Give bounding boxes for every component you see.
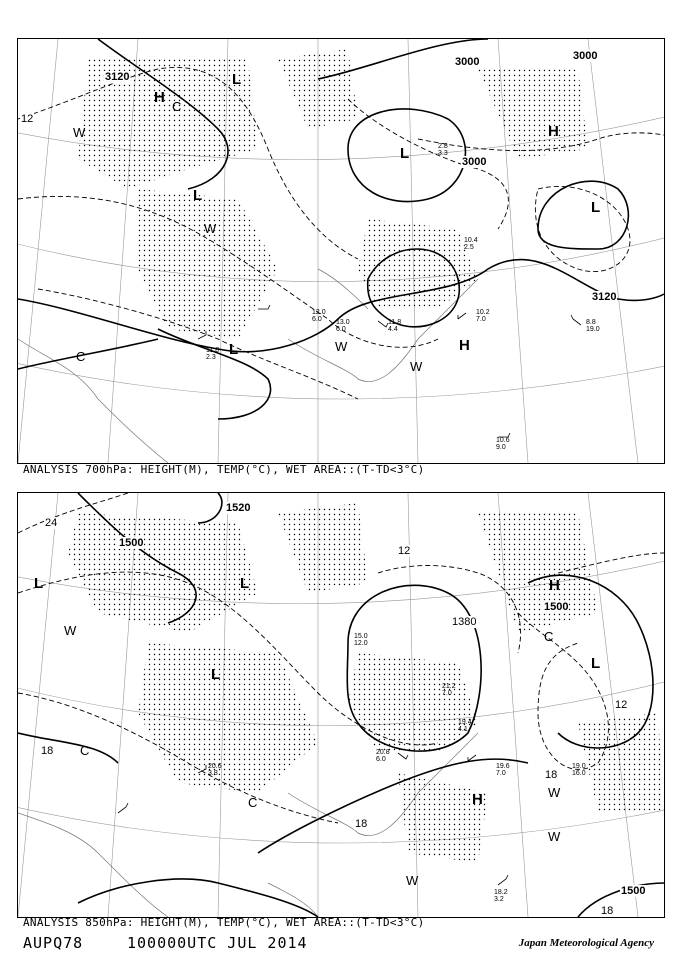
contour-label-1520: 1520 [226, 502, 251, 514]
chart-code: AUPQ78 [23, 934, 84, 952]
high-center: H [548, 123, 559, 140]
station-plot: 11.8 4.4 [388, 319, 402, 333]
chart-700hpa-caption: ANALYSIS 700hPa: HEIGHT(M), TEMP(°C), WET AREA::(T-TD<3°C) [23, 463, 425, 476]
contour-label-3120: 3120 [105, 71, 130, 83]
contour-label-3120: 3120 [592, 291, 617, 303]
warm-center: W [410, 359, 423, 374]
station-plot: 2.8 3.3 [438, 143, 448, 157]
station-plot: 15.0 12.0 [354, 633, 368, 647]
wet-areas [68, 503, 664, 863]
low-center: L [34, 575, 44, 592]
cold-center: C [248, 795, 258, 810]
high-center: H [154, 89, 165, 106]
high-center: H [549, 577, 560, 594]
contour-label-1500: 1500 [119, 537, 144, 549]
cold-center: C [80, 743, 90, 758]
isotherm-label-18: 18 [355, 818, 368, 830]
isotherm-label-18: 18 [41, 745, 54, 757]
cold-center: C [172, 99, 182, 114]
station-plot: 12.0 6.0 [312, 309, 326, 323]
high-center: H [459, 337, 470, 354]
station-plot: 19.0 16.0 [572, 763, 586, 777]
low-center: L [591, 199, 601, 216]
cold-center: C [544, 629, 554, 644]
station-plot: 20.8 6.0 [376, 749, 390, 763]
station-plot: 13.0 6.0 [336, 319, 350, 333]
isotherm-label-12: 12 [615, 699, 628, 711]
station-plot: 21.2 7.0 [442, 683, 456, 697]
contour-label-3000: 3000 [455, 56, 480, 68]
isotherm-label-18: 18 [601, 905, 614, 917]
warm-center: W [335, 339, 348, 354]
low-center: L [400, 145, 410, 162]
chart-700hpa-drawing [18, 39, 664, 463]
station-plot: 19.4 4.1 [458, 719, 472, 733]
low-center: L [591, 655, 601, 672]
isotherm-label-24: 24 [45, 517, 58, 529]
chart-700hpa [17, 38, 665, 464]
cold-center: C [76, 349, 86, 364]
warm-center: W [64, 623, 77, 638]
warm-center: W [73, 125, 86, 140]
contour-label-1500: 1500 [544, 601, 569, 613]
station-plot: 10.2 7.0 [476, 309, 490, 323]
station-plot: 10.6 9.0 [496, 437, 510, 451]
contour-label-1380: 1380 [452, 616, 477, 628]
station-plot: 10.4 2.5 [464, 237, 478, 251]
station-plot: 20.6 3.8 [208, 763, 222, 777]
isotherm-label-18: 18 [545, 769, 558, 781]
warm-center: W [548, 829, 561, 844]
chart-850hpa-caption: ANALYSIS 850hPa: HEIGHT(M), TEMP(°C), WET AREA::(T-TD<3°C) [23, 916, 425, 929]
station-plot: 11.8 2.3 [206, 347, 220, 361]
isotherm-label-12: 12 [398, 545, 411, 557]
station-plot: 8.8 19.0 [586, 319, 600, 333]
chart-850hpa-drawing [18, 493, 664, 917]
warm-center: W [204, 221, 217, 236]
low-center: L [232, 71, 242, 88]
low-center: L [229, 341, 239, 358]
agency-name: Japan Meteorological Agency [518, 937, 654, 949]
low-center: L [193, 187, 203, 204]
high-center: H [472, 791, 483, 808]
contour-label-3000: 3000 [462, 156, 487, 168]
station-plot: 18.2 3.2 [494, 889, 508, 903]
low-center: L [211, 666, 221, 683]
station-plot: 19.6 7.0 [496, 763, 510, 777]
contour-label-1500: 1500 [621, 885, 646, 897]
low-center: L [240, 575, 250, 592]
warm-center: W [548, 785, 561, 800]
chart-850hpa [17, 492, 665, 918]
valid-time: 100000UTC JUL 2014 [127, 934, 308, 952]
contour-label-3000: 3000 [573, 50, 598, 62]
isotherm-label-12: 12 [21, 113, 34, 125]
warm-center: W [406, 873, 419, 888]
